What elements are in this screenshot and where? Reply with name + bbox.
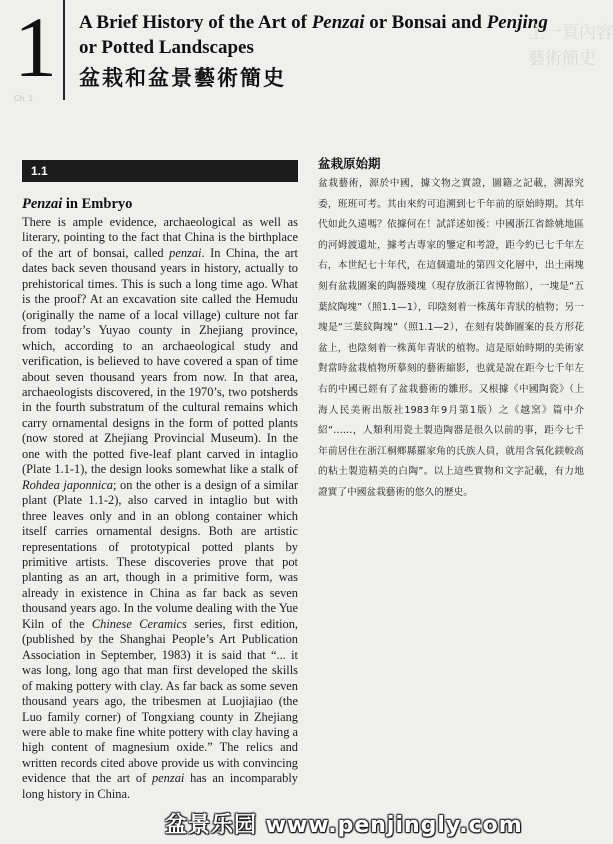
bleed-through-text: 上一頁內容 藝術簡史 [528, 23, 613, 69]
faint-page-tag: Ch. 1 [14, 94, 34, 103]
chapter-title-en: A Brief History of the Art of Penzai or Bonsai and Penjing or Potted Landscapes [79, 12, 548, 58]
section-number-bar: 1.1 [22, 160, 298, 182]
body-text-en: There is ample evidence, archaeological as well as literary, pointing to the fact that China is the birthplace of the art of bonsai, called penzai. In China, the art dates back seven thousand years in history, actually to prehistorical times. This is such a long time ago. What is the proof? At an excavation site called the Hemudu (originally the name of a local village) culture not far from today’s Yuyao county in Zhejiang province, which, according to an archaeological study and verification, is believed to have covered a span of time about seven thousand years from now. In that area, archaeologists discovered, in the 1970’s, two potsherds in the fourth substratum of the cultural remains which carry ornamental designs in the form of potted plants (now stored at Zhejiang Provincial Museum). In the one with the potted five-leaf plant carved in intaglio (Plate 1.1-1), the design looks somewhat like a stalk of Rohdea japonnica; on the other is a design of a similar plant (Plate 1.1-2), also carved in intaglio but with three leaves only and in an oblong container which itself carries ornamental designs. Both are artistic representations of prototypical potted plants by primitive artists. These discoveries prove that pot planting as an art, though in a primitive form, was already in existence in China as far back as seven thousand years ago. In the volume dealing with the Yue Kiln of the Chinese Ceramics series, first edition, (published by the Shanghai People’s Art Publication Association in September, 1983) it is said that “... it was long, long ago that man first developed the skills of making pottery with clay. As far back as some seven thousand years ago, the tribesmen at Luojiajiao (the Luo family corner) of Tongxiang county in Zhejiang were able to make fine white pottery with clay having a high content of magnesium oxide.” The relics and written records cited above provide us with convincing evidence that the art of penzai has an incomparably long history in China. [22, 215, 298, 801]
chapter-divider [63, 0, 65, 100]
section-subtitle-zh: 盆栽原始期 [318, 156, 381, 171]
site-watermark: 盆景乐园 www.penjingly.com [165, 813, 523, 838]
section-subtitle-en: Penzai in Embryo [22, 196, 133, 212]
body-text-zh: 盆栽藝術，源於中國，據文物之實證，圖籍之記載，溯源究委，班班可考。其由來約可追溯到七千年前的原始時期。其年代如此久遠嗎？依據何在！試詳述如後：中國浙江省餘姚地區的河姆渡遺址，據考古專家的鑒定和考證，距今約已七千年左右，本世紀七十年代，在這個遺址的第四文化層中，出土兩塊刻有盆栽圖案的陶器殘塊（現存放浙江省博物館），一塊是“五葉紋陶塊”（照1.1—1），印陰刻着一株萬年青狀的植物；另一塊是“三葉紋陶塊”（照1.1—2），在刻有裝飾圖案的長方形花盆上，也陰刻着一株萬年青狀的植物。這是原始時期的美術家對當時盆栽植物所摹刻的藝術縮影，也就是說在距今七千年左右的中國已經有了盆栽藝術的雛形。又根據《中國陶瓷》（上海人民美術出版社1983年9月第1版）之《越窯》篇中介紹“……，人類利用瓷土製造陶器是很久以前的事，距今七千年前居住在浙江桐鄉縣羅家角的氏族人員，就用含氧化鎂較高的粘土製造精美的白陶”。以上這些實物和文字記載，有力地證實了中國盆栽藝術的悠久的歷史。 [318, 178, 584, 498]
chapter-number: 1 [14, 0, 49, 95]
chapter-title-zh: 盆栽和盆景藝術簡史 [79, 66, 286, 90]
